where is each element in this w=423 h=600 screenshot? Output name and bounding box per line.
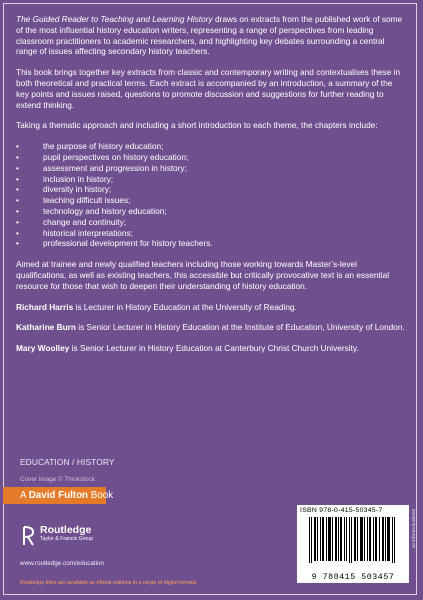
- author-role: is Senior Lecturer in History Education at the Institute of Education, University of London.: [75, 322, 405, 333]
- bullet-icon: •: [16, 205, 19, 216]
- imprint-prefix: A: [20, 490, 29, 501]
- bullet-icon: •: [16, 162, 19, 173]
- list-item: [16, 141, 406, 152]
- isbn-text: ISBN 978-0-415-50345-7: [300, 507, 383, 514]
- informa-label: an informa business: [411, 508, 416, 548]
- list-item: [16, 217, 406, 228]
- author-bio: [16, 302, 406, 313]
- barcode-icon: [299, 517, 407, 573]
- list-item: [16, 152, 406, 163]
- theme-list: [16, 141, 406, 249]
- bullet-icon: •: [16, 141, 19, 152]
- imprint-suffix: Book: [88, 490, 114, 501]
- book-title: The Guided Reader to Teaching and Learning History: [16, 14, 213, 24]
- subject-category: EDUCATION / HISTORY: [20, 457, 115, 467]
- theme-text: professional development for history teachers.: [43, 238, 213, 249]
- publisher-logo: [40, 525, 93, 543]
- publisher-group: Taylor & Francis Group: [40, 536, 94, 542]
- theme-text: pupil perspectives on history education;: [43, 151, 189, 162]
- author-role: is Senior Lecturer in History Education at Canterbury Christ Church University.: [69, 343, 359, 354]
- theme-text: the purpose of history education;: [43, 141, 164, 152]
- routledge-logo-icon: [20, 525, 36, 547]
- theme-text: historical interpretations;: [43, 227, 133, 238]
- imprint-banner: [3, 487, 114, 504]
- bullet-icon: •: [16, 227, 19, 238]
- list-item: [16, 206, 406, 217]
- list-item: [16, 228, 406, 239]
- author-bio: [16, 343, 406, 354]
- author-bio: [16, 322, 406, 333]
- author-name: Mary Woolley: [16, 343, 70, 354]
- cover-credit: Cover image © Thinkstock: [20, 476, 95, 483]
- intro-text: draws on extracts from the published work of some of the most influential history education writers, representing a range of perspectives from leading classroom practitioners to academic researchers, and highlighting key debates surrounding a central range of issues affecting secondary history teachers.: [16, 14, 403, 57]
- publisher-name: Routledge: [40, 524, 92, 536]
- author-name: Katharine Burn: [16, 322, 76, 333]
- paragraph-3: Taking a thematic approach and including a short introduction to each theme, the chapters include:: [16, 120, 378, 131]
- bullet-icon: •: [16, 173, 19, 184]
- list-item: [16, 238, 406, 249]
- list-item: [16, 184, 406, 195]
- paragraph-4: Aimed at trainee and newly qualified teachers including those working towards Master’s-level qualifications, as well as existing teachers, this accessible but critically provocative text is an essential resource for those that wish to deepen their understanding of history education.: [16, 259, 390, 291]
- imprint-name: David Fulton: [28, 490, 89, 501]
- bullet-icon: •: [16, 238, 19, 249]
- theme-text: inclusion in history;: [43, 173, 114, 184]
- paragraph-2: This book brings together key extracts from classic and contemporary writing and contextualises these in both theoretical and practical terms. Each extract is accompanied by an introduction, a summary of the key points and issues raised, questions to promote discussion and suggestions for further reading to extend thinking.: [16, 67, 401, 110]
- publisher-url[interactable]: www.routledge.com/education: [20, 560, 105, 567]
- intro-paragraph: [16, 14, 406, 57]
- description: [16, 14, 406, 364]
- bullet-icon: •: [16, 151, 19, 162]
- ebook-note: Routledge titles are available as eBook editions in a range of digital formats: [20, 580, 197, 586]
- list-item: [16, 163, 406, 174]
- author-name: Richard Harris: [16, 301, 74, 312]
- theme-text: technology and history education;: [43, 205, 167, 216]
- theme-text: teaching difficult issues;: [43, 195, 131, 206]
- author-role: is Lecturer in History Education at the University of Reading.: [73, 301, 297, 312]
- theme-text: change and continuity;: [43, 216, 127, 227]
- bullet-icon: •: [16, 216, 19, 227]
- theme-text: diversity in history;: [43, 184, 112, 195]
- bullet-icon: •: [16, 184, 19, 195]
- list-item: [16, 174, 406, 185]
- list-item: [16, 195, 406, 206]
- isbn-barcode-box: [297, 505, 409, 583]
- barcode-digits: 9 780415 503457: [311, 573, 395, 582]
- theme-text: assessment and progression in history;: [43, 162, 187, 173]
- bullet-icon: •: [16, 195, 19, 206]
